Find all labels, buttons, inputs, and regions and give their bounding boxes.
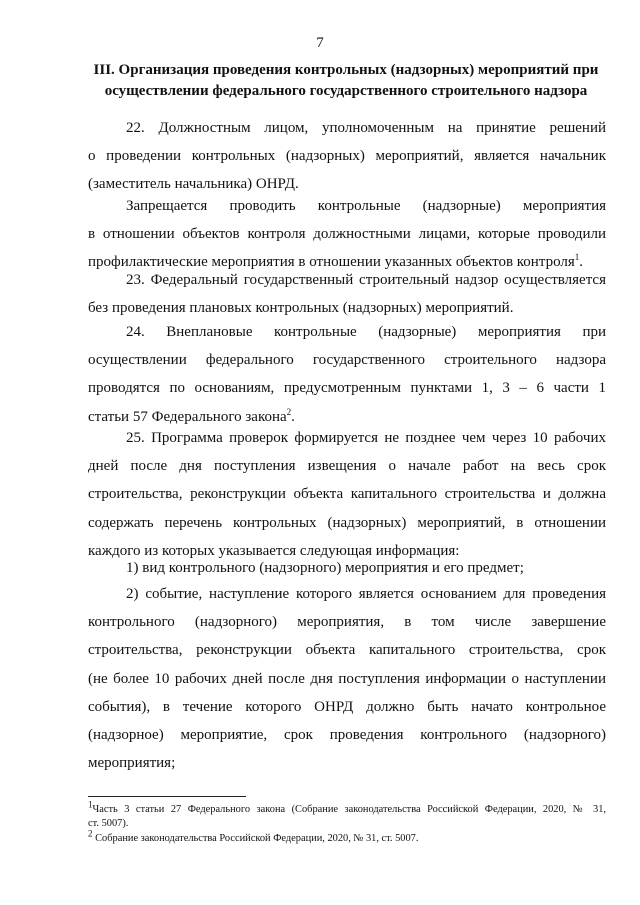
paragraph-25 bbox=[88, 424, 606, 565]
text-line: 25. Программа проверок формируется не позднее чем через 10 рабочих bbox=[126, 430, 606, 446]
text-line: 1) вид контрольного (надзорного) мероприятия и его предмет; bbox=[126, 560, 524, 576]
text-line: 24. Внеплановые контрольные (надзорные) мероприятия при bbox=[126, 324, 606, 340]
section-heading-line: осуществлении федерального государственного строительного надзора bbox=[104, 83, 588, 99]
footnote-line: ст. 5007). bbox=[88, 818, 129, 829]
text-line: 23. Федеральный государственный строительный надзор осуществляется bbox=[126, 272, 606, 288]
text-line: Запрещается проводить контрольные (надзорные) мероприятия bbox=[126, 198, 606, 214]
list-item-2 bbox=[88, 580, 606, 777]
text-line: статьи 57 Федерального закона$^2$. bbox=[88, 406, 295, 425]
paragraph-24 bbox=[88, 318, 606, 431]
text-line: о проведении контрольных (надзорных) мероприятий, является начальник bbox=[88, 148, 606, 165]
text-line: в отношении объектов контроля должностными лицами, которые проводили bbox=[88, 226, 606, 243]
text-line: содержать перечень контрольных (надзорных) мероприятий, в отношении bbox=[88, 514, 606, 531]
paragraph-22 bbox=[88, 114, 606, 199]
footnote-mark: 2 bbox=[88, 828, 93, 839]
footnote-divider bbox=[88, 796, 246, 797]
text-line: проводятся по основаниям, предусмотренным пунктами 1, 3 – 6 части 1 bbox=[88, 380, 606, 397]
list-item-1 bbox=[88, 554, 606, 582]
text-line: без проведения плановых контрольных (надзорных) мероприятий. bbox=[88, 300, 514, 317]
footnote-mark: 1 bbox=[88, 799, 93, 810]
text-line: (заместитель начальника) ОНРД. bbox=[88, 176, 299, 193]
section-heading-line: III. Организация проведения контрольных (надзорных) мероприятий при bbox=[93, 62, 599, 78]
text-line: строительства, реконструкции объекта капитального строительства, срок bbox=[88, 642, 606, 659]
footnote-1 bbox=[88, 799, 606, 831]
footnote-ref: 2 bbox=[286, 406, 292, 417]
text-line: контрольного (надзорного) мероприятия, в том числе завершение bbox=[88, 614, 606, 631]
footnote-2 bbox=[88, 828, 606, 846]
text-line: профилактические мероприятия в отношении указанных объектов контроля$^1$. bbox=[88, 252, 584, 271]
footnote-line: $^2$ Собрание законодательства Российской Федерации, 2020, № 31, ст. 5007. bbox=[88, 828, 419, 844]
text-line: строительства, реконструкции объекта капитального строительства и должна bbox=[88, 486, 606, 503]
footnote-line: $^1$Часть 3 статьи 27 Федерального закона (Собрание законодательства Российской Федерации, 2020, № 31, bbox=[88, 799, 606, 815]
text-line: мероприятия; bbox=[88, 755, 176, 772]
paragraph-prohibition bbox=[88, 192, 606, 277]
text-line: 22. Должностным лицом, уполномоченным на принятие решений bbox=[126, 120, 606, 136]
text-line: (не более 10 рабочих дней после дня поступления информации о наступлении bbox=[88, 670, 606, 687]
section-heading bbox=[86, 60, 606, 102]
text-line: каждого из которых указывается следующая информация: bbox=[88, 542, 460, 559]
text-line: осуществлении федерального государственного строительного надзора bbox=[88, 352, 606, 369]
page-number: 7 bbox=[316, 35, 324, 51]
text-line: (надзорное) мероприятие, срок проведения контрольного (надзорного) bbox=[88, 727, 606, 744]
paragraph-23 bbox=[88, 266, 606, 322]
text-line: события), в течение которого ОНРД должно быть начато контрольное bbox=[88, 698, 606, 715]
text-line: дней после дня поступления извещения о начале работ на весь срок bbox=[88, 458, 606, 475]
footnote-ref: 1 bbox=[574, 252, 580, 263]
text-line: 2) событие, наступление которого является основанием для проведения bbox=[126, 586, 606, 602]
